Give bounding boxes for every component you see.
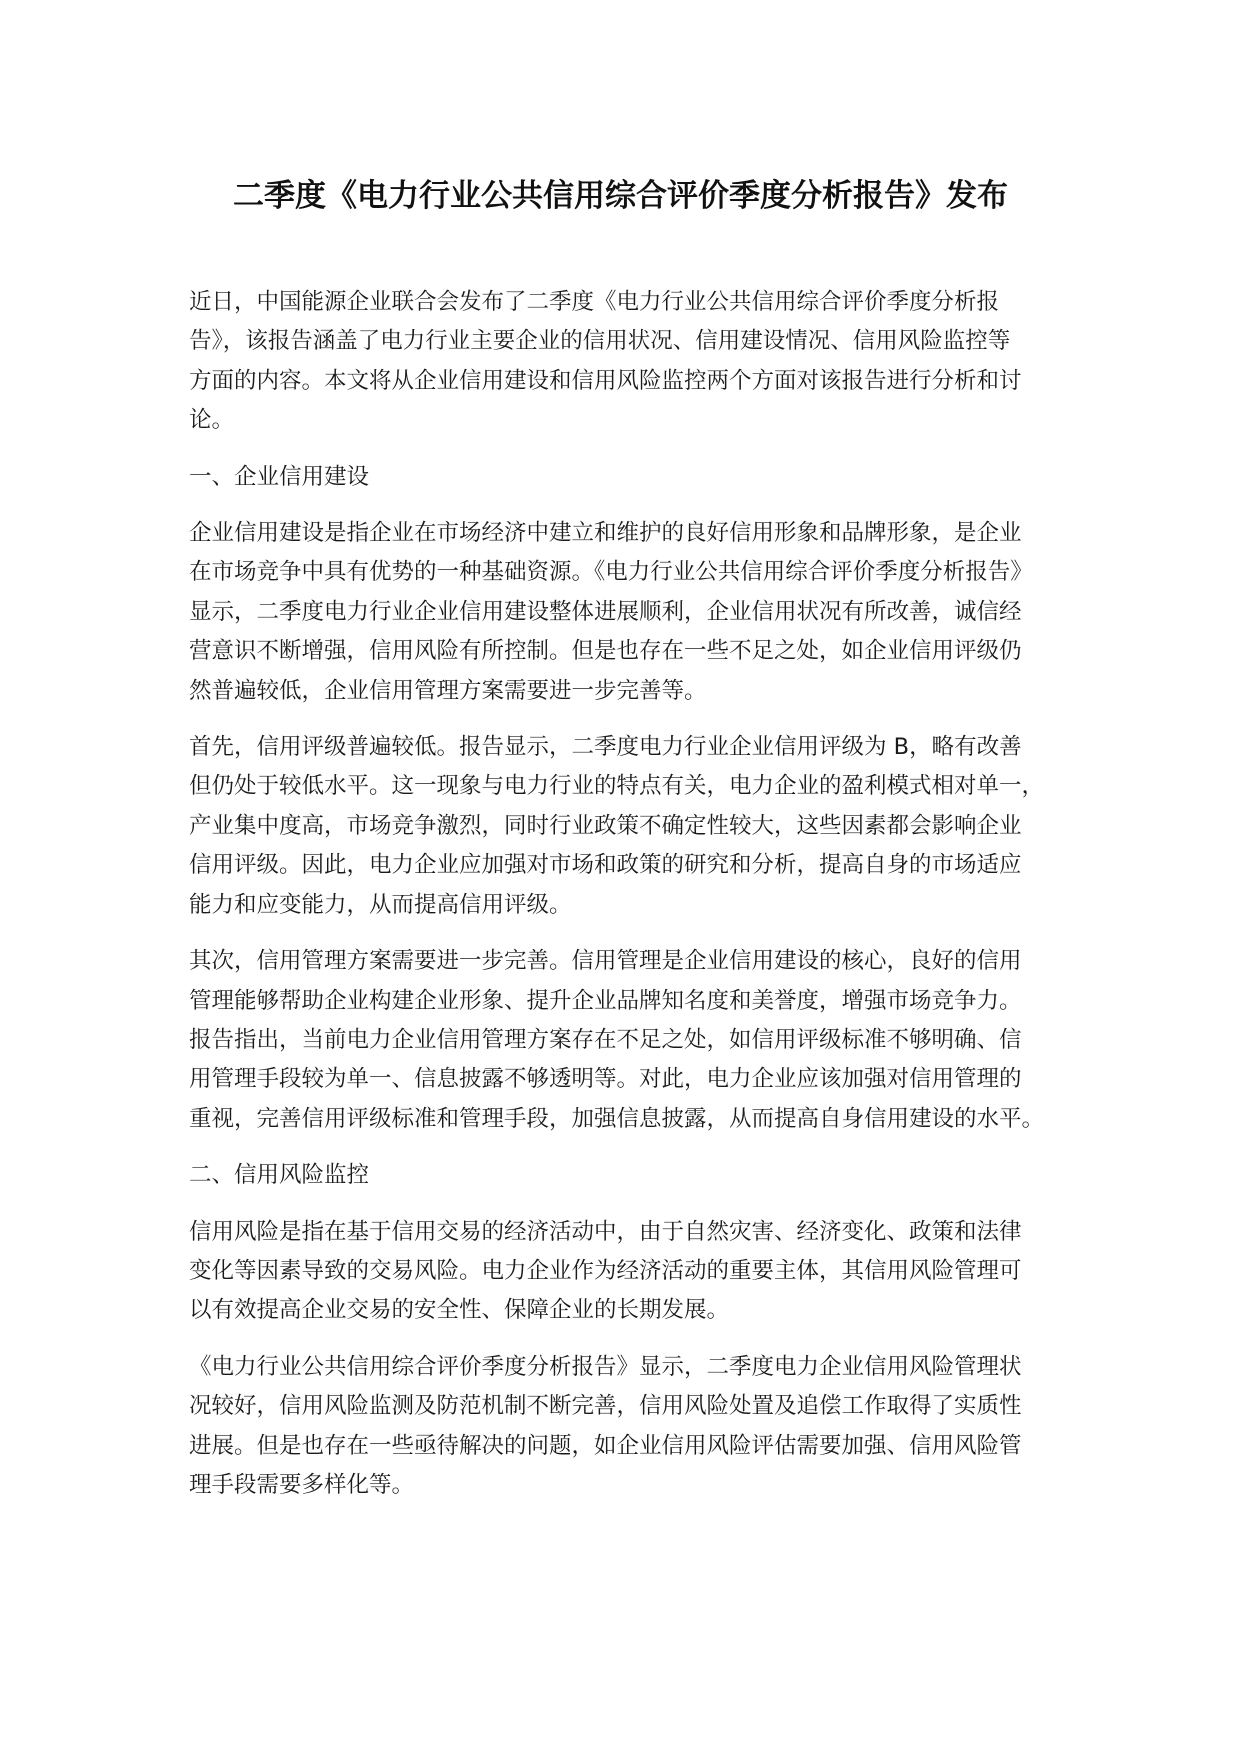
document-body	[189, 283, 1071, 1522]
text-line: 进展。但是也存在一些亟待解决的问题，如企业信用风险评估需要加强、信用风险管	[189, 1432, 1022, 1459]
text-line: 变化等因素导致的交易风险。电力企业作为经济活动的重要主体，其信用风险管理可	[189, 1257, 1022, 1284]
text-line: 在市场竞争中具有优势的一种基础资源。《电力行业公共信用综合评价季度分析报告》	[189, 559, 1033, 586]
text-line: 重视，完善信用评级标准和管理手段，加强信息披露，从而提高自身信用建设的水平。	[189, 1105, 1045, 1132]
text-line: 然普遍较低，企业信用管理方案需要进一步完善等。	[189, 677, 707, 704]
text-line: 理手段需要多样化等。	[189, 1471, 415, 1498]
text-line: 报告指出，当前电力企业信用管理方案存在不足之处，如信用评级标准不够明确、信	[189, 1026, 1022, 1053]
section-heading-credit-building	[189, 458, 1071, 497]
text-line: 用管理手段较为单一、信息披露不够透明等。对此，电力企业应该加强对信用管理的	[189, 1066, 1022, 1093]
text-line: 告》，该报告涵盖了电力行业主要企业的信用状况、信用建设情况、信用风险监控等	[189, 328, 1011, 355]
text-line: 信用评级。因此，电力企业应加强对市场和政策的研究和分析，提高自身的市场适应	[189, 852, 1022, 879]
text-line: 管理能够帮助企业构建企业形象、提升企业品牌知名度和美誉度，增强市场竞争力。	[189, 987, 1022, 1014]
text-line: 显示，二季度电力行业企业信用建设整体进展顺利，企业信用状况有所改善，诚信经	[189, 598, 1022, 625]
text-line: 首先，信用评级普遍较低。报告显示，二季度电力行业企业信用评级为 B，略有改善	[189, 734, 1022, 761]
text-line: 论。	[189, 407, 235, 434]
section-heading-credit-risk	[189, 1156, 1071, 1195]
text-line: 以有效提高企业交易的安全性、保障企业的长期发展。	[189, 1297, 730, 1324]
text-line: 方面的内容。本文将从企业信用建设和信用风险监控两个方面对该报告进行分析和讨	[189, 367, 1022, 394]
paragraph	[189, 1348, 1071, 1506]
text-line: 企业信用建设是指企业在市场经济中建立和维护的良好信用形象和品牌形象，是企业	[189, 520, 1022, 547]
paragraph	[189, 942, 1071, 1139]
heading-text: 二、信用风险监控	[189, 1162, 370, 1189]
text-line: 营意识不断增强，信用风险有所控制。但是也存在一些不足之处，如企业信用评级仍	[189, 638, 1022, 665]
paragraph	[189, 1213, 1071, 1331]
text-line: 近日，中国能源企业联合会发布了二季度《电力行业公共信用综合评价季度分析报	[189, 289, 1000, 315]
text-line: 信用风险是指在基于信用交易的经济活动中，由于自然灾害、经济变化、政策和法律	[189, 1218, 1022, 1245]
paragraph	[189, 728, 1071, 925]
heading-text: 一、企业信用建设	[189, 463, 370, 490]
document-title: 二季度《电力行业公共信用综合评价季度分析报告》发布	[233, 178, 1008, 214]
text-line: 况较好，信用风险监测及防范机制不断完善，信用风险处置及追偿工作取得了实质性	[189, 1393, 1022, 1420]
text-line: 其次，信用管理方案需要进一步完善。信用管理是企业信用建设的核心，良好的信用	[189, 948, 1022, 975]
text-line: 能力和应变能力，从而提高信用评级。	[189, 891, 572, 918]
text-line: 《电力行业公共信用综合评价季度分析报告》显示，二季度电力企业信用风险管理状	[189, 1353, 1022, 1380]
text-line: 但仍处于较低水平。这一现象与电力行业的特点有关，电力企业的盈利模式相对单一，	[189, 773, 1045, 800]
intro-paragraph	[189, 283, 1071, 441]
paragraph	[189, 514, 1071, 711]
text-line: 产业集中度高，市场竞争激烈，同时行业政策不确定性较大，这些因素都会影响企业	[189, 812, 1022, 839]
